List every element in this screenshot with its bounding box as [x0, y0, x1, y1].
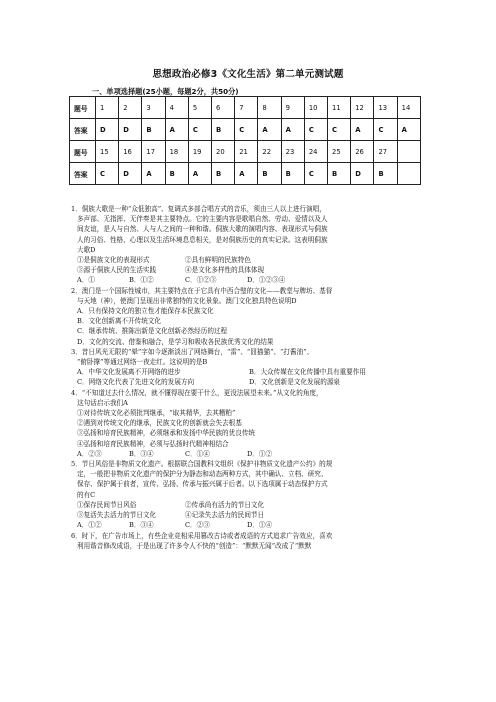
question-text-line: 这句话启示我们A	[77, 398, 128, 407]
answer-option: C．网络文化代表了先进文化的发展方向	[77, 378, 195, 387]
question-text-line: 大歌D	[77, 245, 96, 254]
statement: ②具有鲜明的民族特色	[185, 256, 251, 265]
answer-option: B．③④	[129, 449, 154, 458]
question-text-line: 4．“不知道过去什么情况，就不懂得现在要干什么，更没法展望未来。”从文化的角度，	[71, 388, 323, 397]
answer-option: A．中华文化发展离不开网络的进步	[77, 368, 181, 377]
table-cell: A	[281, 119, 304, 141]
statement: ③源于侗族人民的生活实践	[77, 266, 157, 275]
answer-option: C．①②③	[185, 276, 217, 285]
answer-option: A．②③	[77, 449, 102, 458]
table-cell: B	[258, 163, 281, 185]
question-text-line: 保存、保护属于前者，宣传、弘扬、传承与振兴属于后者。以下选项属于动态保护方式	[77, 480, 328, 489]
table-cell: 24	[304, 141, 327, 163]
row-label: 答案	[70, 163, 96, 185]
table-cell: 11	[328, 97, 351, 119]
table-cell: 9	[281, 97, 304, 119]
statement: ①是侗族文化的表现形式	[77, 256, 150, 265]
table-cell: C	[96, 163, 119, 185]
table-cell: 10	[304, 97, 327, 119]
table-cell: 19	[188, 141, 211, 163]
question-text-line: 人的习俗、性格、心理以及生活环境息息相关，是对侗族历史的真实记录。这表明侗族	[77, 235, 328, 244]
question-text-line: 1．侗族大歌是一种“众低独高”、复调式多部合唱方式的音乐，须由三人以上进行演唱，	[71, 205, 326, 213]
question-text-line: 3．昔日风光无限的“晕”字如今逐渐淡出了网络舞台，“雷”、“囧猫猫”、“打酱油”、	[71, 347, 314, 356]
table-cell: B	[212, 119, 235, 141]
table-cell: 17	[142, 141, 165, 163]
answer-option: C．①④	[185, 449, 210, 458]
row-label: 答案	[70, 119, 96, 141]
answer-option: D．①②	[247, 449, 273, 458]
table-cell: 2	[119, 97, 142, 119]
table-cell: 1	[96, 97, 119, 119]
answer-option: A．只有保持文化的独立性才能保存本民族文化	[77, 307, 214, 316]
table-cell: 13	[374, 97, 397, 119]
table-cell	[397, 141, 420, 163]
answer-table-row	[70, 141, 421, 163]
table-cell: B	[374, 163, 397, 185]
answer-option: B．③④	[129, 521, 154, 530]
answer-option: A．①②	[77, 521, 102, 530]
statement-row	[71, 265, 423, 275]
question-text-line: 2．澳门是一个国际性城市，其主要特点在于它具有中西合璧的文化——教堂与牌坊、基督	[71, 286, 333, 295]
option-row	[71, 367, 423, 377]
table-cell: 20	[212, 141, 235, 163]
table-cell: 23	[281, 141, 304, 163]
table-cell: 14	[397, 97, 420, 119]
question-item	[71, 204, 423, 286]
question-item	[71, 286, 423, 347]
answer-option: C．继承传统、推陈出新是文化创新必然经历的过程	[77, 327, 228, 336]
table-cell: D	[119, 163, 142, 185]
table-cell: 15	[96, 141, 119, 163]
statement: ④是文化多样性的具体体现	[185, 266, 265, 275]
table-cell: A	[188, 163, 211, 185]
question-text-line: 间友谊，是人与自然、人与人之间的一种和谐。侗族大歌的演唱内容、表现形式与侗族	[77, 225, 328, 234]
table-cell: 25	[328, 141, 351, 163]
statement: ②遇到对传统文化的继承，民族文化的创新就会失去根基	[77, 419, 242, 428]
table-cell: A	[235, 163, 258, 185]
table-cell: 6	[212, 97, 235, 119]
table-cell: C	[188, 119, 211, 141]
question-text-line: 的有C	[77, 490, 96, 499]
table-cell: C	[304, 163, 327, 185]
question-text-line: 6．时下，在广告市场上，有些企业竞相采用篡改古诗或者成语的方式追求广告效应，喜欢	[71, 531, 333, 540]
question-text-line: 多声部、无指挥、无伴奏是其主要特点。它的主要内容是歌唱自然、劳动、爱情以及人	[77, 215, 328, 224]
statement-row	[71, 255, 423, 265]
table-cell: C	[374, 119, 397, 141]
question-item	[71, 347, 423, 388]
question-text-line: 定，一般把非物质文化遗产的保护分为静态和动态两种方式，其中确认、立档、研究、	[77, 470, 328, 479]
statement: ①对待传统文化必须批判继承，“取其精华，去其糟粕”	[77, 409, 236, 418]
answer-option: C．②③	[185, 521, 210, 530]
answer-table-row	[70, 97, 421, 119]
table-cell: B	[142, 119, 165, 141]
table-cell: 3	[142, 97, 165, 119]
answer-option: D．文化的交流、借鉴和融合，是学习和吸收各民族优秀文化的结果	[77, 337, 274, 346]
table-cell: 16	[119, 141, 142, 163]
exam-title: 思想政治必修3《文化生活》第二单元测试题	[152, 69, 344, 80]
table-cell: B	[281, 163, 304, 185]
statement-row	[71, 510, 423, 520]
statement: ③复活失去活力的节日文化	[77, 511, 157, 520]
table-cell: 8	[258, 97, 281, 119]
question-item	[71, 459, 423, 530]
table-cell: D	[119, 119, 142, 141]
table-cell: 5	[188, 97, 211, 119]
statement: ④记录失去活力的民间节日	[185, 511, 265, 520]
table-cell: 22	[258, 141, 281, 163]
answer-table-row	[70, 163, 421, 185]
table-cell: A	[258, 119, 281, 141]
table-cell: 12	[351, 97, 374, 119]
table-cell: 21	[235, 141, 258, 163]
table-cell: A	[351, 119, 374, 141]
answer-option: D．文化创新是文化发展的源泉	[249, 378, 341, 387]
table-cell: C	[304, 119, 327, 141]
answer-option: A．①	[77, 276, 95, 285]
question-item	[71, 388, 423, 459]
question-list	[71, 204, 423, 551]
option-row	[71, 520, 423, 530]
answer-table-row	[70, 119, 421, 141]
question-text-line: 5．节日风俗是非物质文化遗产。根据联合国教科文组织《保护非物质文化遗产公约》的规	[71, 460, 333, 469]
statement: ③弘扬和培育民族精神，必须继承和发扬中华民族的优良传统	[77, 429, 256, 438]
table-cell: A	[165, 119, 188, 141]
answer-option: D．①②③④	[247, 276, 286, 285]
answer-option: B．①②	[129, 276, 154, 285]
question-text-line: 利用谐音修改成语，于是出现了许多令人不快的“创造”：“默默无闻”改成了“默默	[77, 541, 312, 550]
question-text-line: 与天地（神），使澳门呈现出非常独特的文化景象。澳门文化独具特色说明D	[77, 296, 297, 305]
table-cell: C	[235, 119, 258, 141]
table-cell: B	[165, 163, 188, 185]
table-cell: C	[328, 119, 351, 141]
table-cell	[397, 163, 420, 185]
table-cell: 27	[374, 141, 397, 163]
answer-option: D．①④	[247, 521, 273, 530]
table-cell: B	[328, 163, 351, 185]
question-text-line: “俯卧撑”等通过网络一夜走红。这说明的是B	[77, 358, 208, 367]
table-cell: A	[397, 119, 420, 141]
option-row	[71, 275, 423, 285]
table-cell: 18	[165, 141, 188, 163]
statement: ②传承尚有活力的节日文化	[185, 500, 265, 509]
table-cell: 26	[351, 141, 374, 163]
table-cell: A	[142, 163, 165, 185]
statement-row	[71, 500, 423, 510]
section-heading: 一、单项选择题(25小题，每题2分，共50分)	[92, 87, 239, 96]
row-label: 题号	[70, 97, 96, 119]
table-cell: 4	[165, 97, 188, 119]
statement: ①保存民间节日风俗	[77, 500, 137, 509]
table-cell: D	[351, 163, 374, 185]
table-cell: D	[96, 119, 119, 141]
statement: ④弘扬和培育民族精神，必须与弘扬时代精神相结合	[77, 439, 229, 448]
option-row	[71, 377, 423, 387]
answer-table	[69, 96, 421, 185]
table-cell: B	[212, 163, 235, 185]
table-cell: 7	[235, 97, 258, 119]
row-label: 题号	[70, 141, 96, 163]
option-row	[71, 449, 423, 459]
answer-option: B．文化创新离不开传统文化	[77, 317, 161, 326]
question-item	[71, 531, 423, 551]
answer-option: B．大众传媒在文化传播中具有重要作用	[249, 368, 366, 377]
